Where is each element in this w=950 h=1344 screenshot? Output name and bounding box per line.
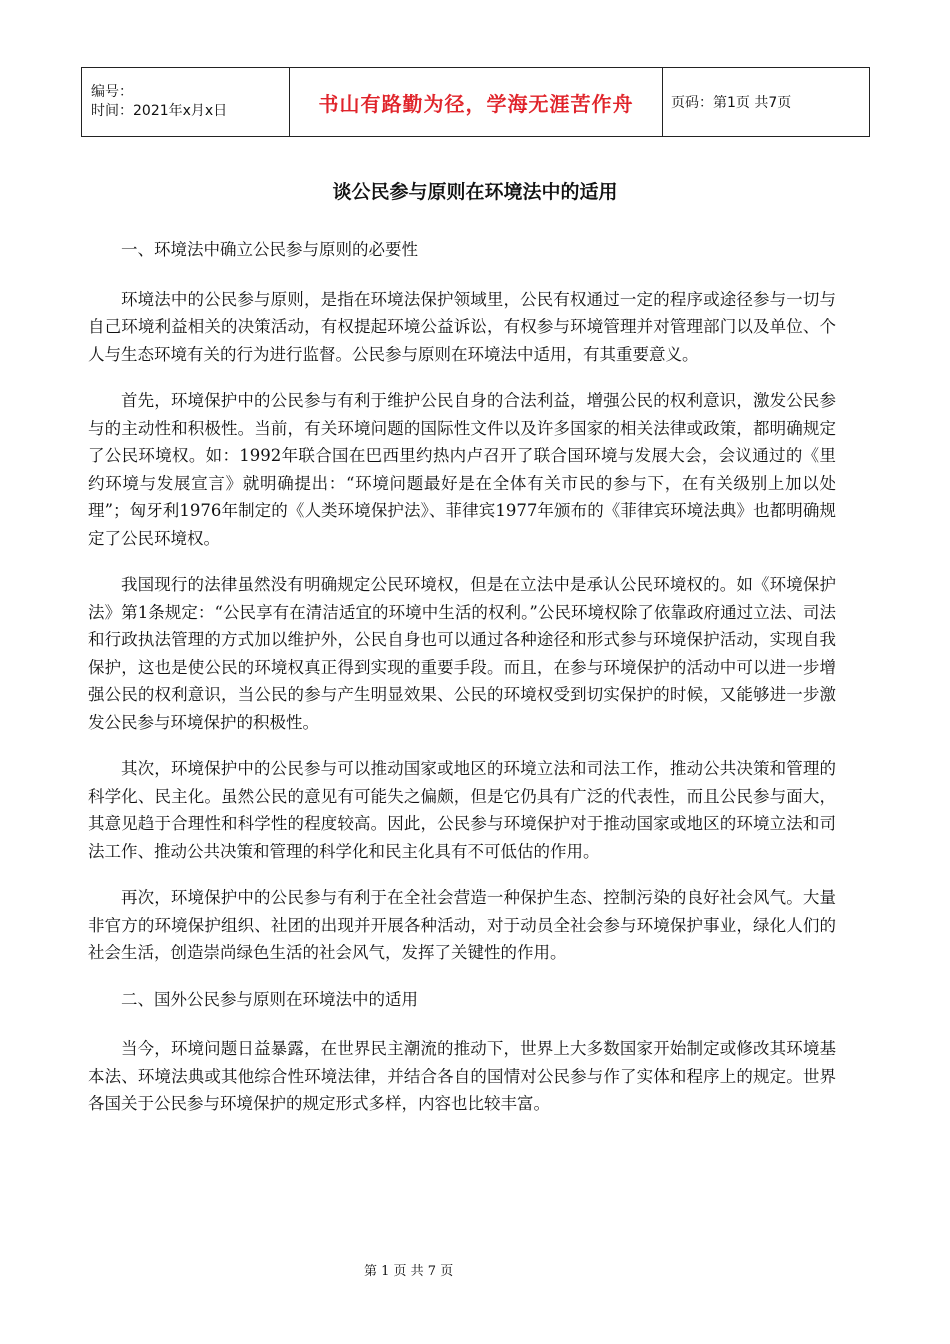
page-footer: 第 1 页 共 7 页 [364,1264,454,1279]
section-heading-2: 二、国外公民参与原则在环境法中的适用 [121,989,418,1009]
document-title: 谈公民参与原则在环境法中的适用 [332,181,618,203]
header-page-info: 页码：第1页 共7页 [663,68,870,137]
header-motto: 书山有路勤为径，学海无涯苦作舟 [290,68,663,137]
document-number-label: 编号： [91,84,133,100]
document-body [88,236,836,1137]
paragraph: 我国现行的法律虽然没有明确规定公民环境权，但是在立法中是承认公民环境权的。如《环境保护法》第1条规定：“公民享有在清洁适宜的环境中生活的权利。”公民环境权除了依靠政府通过立法、司法和行政执法管理的方式加以维护外，公民自身也可以通过各种途径和形式参与环境保护活动，实现自我保护，这也是使公民的环境权真正得到实现的重要手段。而且，在参与环境保护的活动中可以进一步增强公民的权利意识，当公民的参与产生明显效果、公民的环境权受到切实保护的时候，又能够进一步激发公民参与环境保护的积极性。 [88,575,836,732]
document-header [81,67,870,137]
document-time-label: 时间：2021年x月x日 [91,103,228,119]
paragraph: 再次，环境保护中的公民参与有利于在全社会营造一种保护生态、控制污染的良好社会风气。大量非官方的环境保护组织、社团的出现并开展各种活动，对于动员全社会参与环境保护事业，绿化人们的社会生活，创造崇尚绿色生活的社会风气，发挥了关键性的作用。 [88,888,836,962]
paragraph: 环境法中的公民参与原则，是指在环境法保护领域里，公民有权通过一定的程序或途径参与一切与自己环境利益相关的决策活动，有权提起环境公益诉讼，有权参与环境管理并对管理部门以及单位、个人与生态环境有关的行为进行监督。公民参与原则在环境法中适用，有其重要意义。 [88,289,836,364]
paragraph: 当今，环境问题日益暴露，在世界民主潮流的推动下，世界上大多数国家开始制定或修改其环境基本法、环境法典或其他综合性环境法律，并结合各自的国情对公民参与作了实体和程序上的规定。世界各国关于公民参与环境保护的规定形式多样，内容也比较丰富。 [88,1039,836,1113]
paragraph: 其次，环境保护中的公民参与可以推动国家或地区的环境立法和司法工作，推动公共决策和管理的科学化、民主化。虽然公民的意见有可能失之偏颇，但是它仍具有广泛的代表性，而且公民参与面大，其意见趋于合理性和科学性的程度较高。因此，公民参与环境保护对于推动国家或地区的环境立法和司法工作、推动公共决策和管理的科学化和民主化具有不可低估的作用。 [88,759,836,861]
header-meta-cell [82,68,290,137]
paragraph: 首先，环境保护中的公民参与有利于维护公民自身的合法利益，增强公民的权利意识，激发公民参与的主动性和积极性。当前，有关环境问题的国际性文件以及许多国家的相关法律或政策，都明确规定了公民环境权。如：1992年联合国在巴西里约热内卢召开了联合国环境与发展大会，会议通过的《里约环境与发展宣言》就明确提出：“环境问题最好是在全体有关市民的参与下，在有关级别上加以处理”；匈牙利1976年制定的《人类环境保护法》、菲律宾1977年颁布的《菲律宾环境法典》也都明确规定了公民环境权。 [88,391,836,548]
section-heading-1: 一、环境法中确立公民参与原则的必要性 [121,240,418,259]
